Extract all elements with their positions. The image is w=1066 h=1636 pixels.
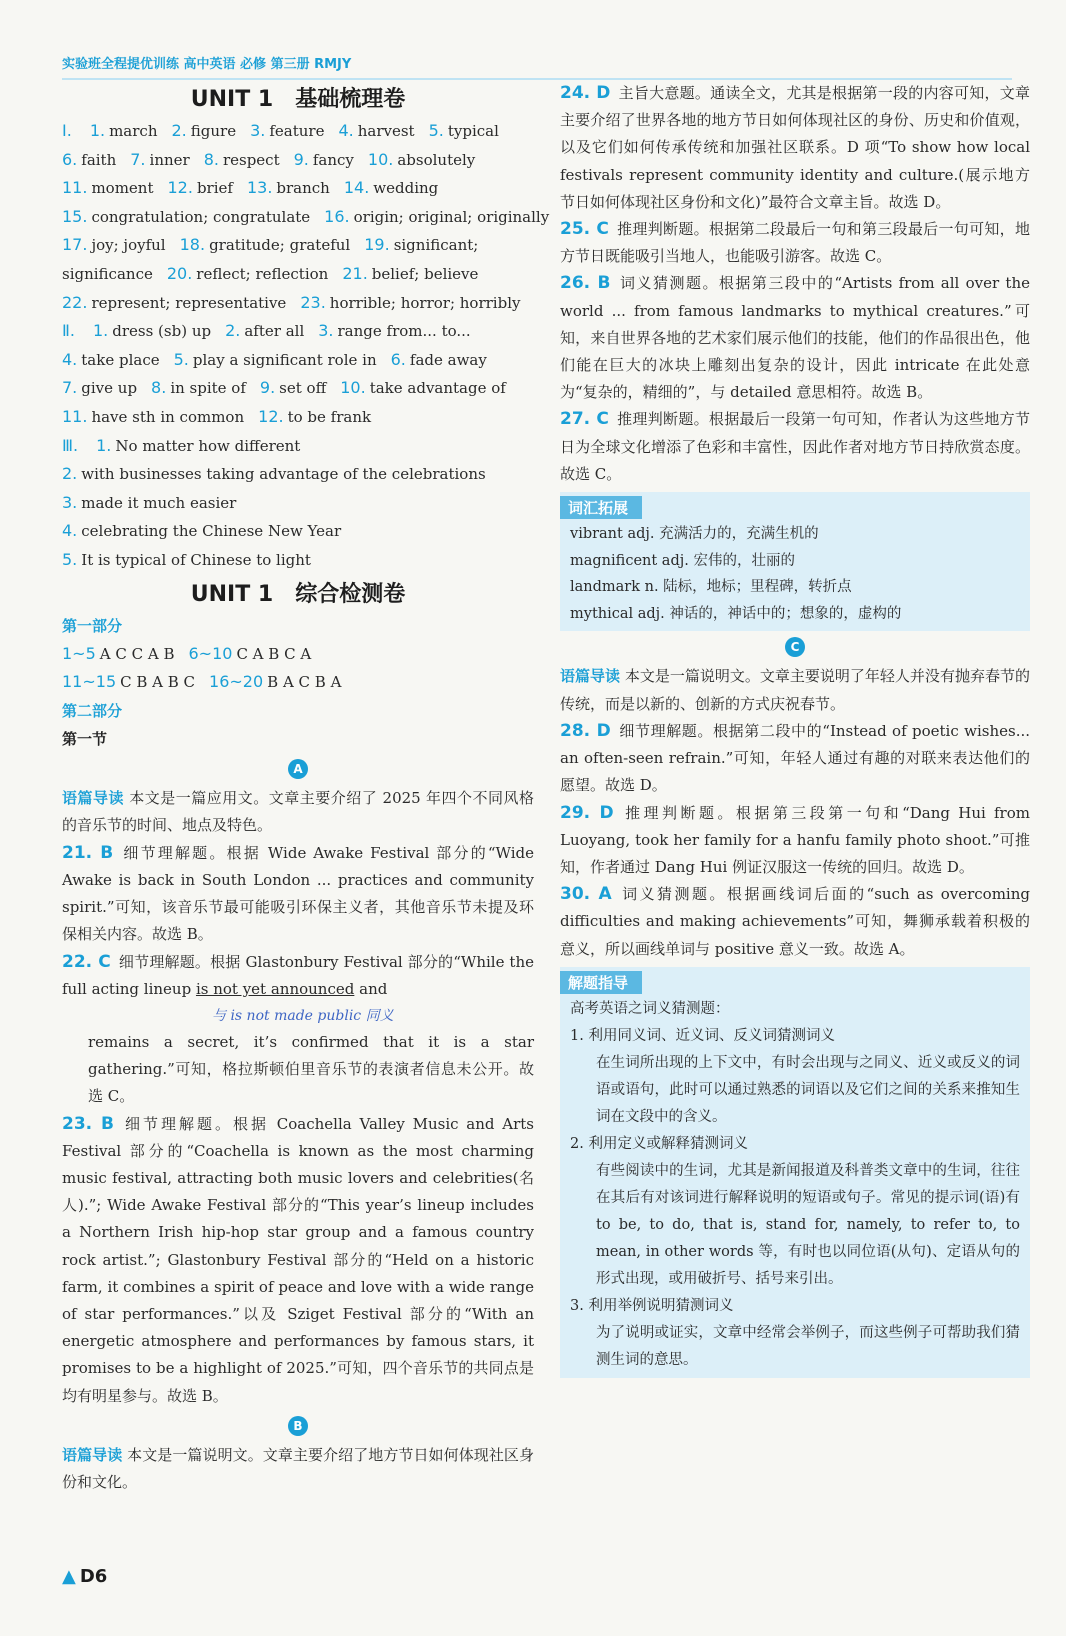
question-number: 28. D [560,721,611,742]
handwritten-note: 与 is not made public 同义 [212,1007,394,1024]
question-number: 29. D [560,802,614,823]
book-icon: ▲ [62,1566,76,1587]
item-number: 1. [89,121,106,140]
item-answer: C B A B C [120,673,196,692]
item-answer: harvest [357,122,415,140]
item-answer: feature [269,122,325,140]
item-number: 2. [225,321,241,341]
answer-22 [62,949,534,1003]
answer-25 [560,216,1030,270]
solving-guide-box [560,967,1030,1378]
item-number: Ⅱ. [62,321,75,341]
answer-line [62,432,534,461]
item-answer: march [109,122,158,140]
answer-line [62,668,534,697]
passage-b-guide [62,1442,534,1497]
vocab-entry: mythical adj. 神话的，神话中的；想象的，虚构的 [570,605,902,622]
question-number: 24. D [560,83,611,103]
item-answer: set off [279,379,327,398]
item-number: 4. [62,349,78,369]
guide-line: 有些阅读中的生词，尤其是新闻报道及科普类文章中的生词，往往在其后有对该词进行解释说明的短语或句子。常见的提示词(语)有 to be, to do, that is, stand for, namely, to refer to, to mean, in other words 等，有时也以同位语(从句)、定语从句的形式出现，或用破折号、括号来引出。 [596,1162,1020,1287]
answer-24-text: 主旨大意题。通读全文，尤其是根据第一段的内容可知，文章主要介绍了世界各地的地方节日如何体现社区的身份、历史和价值观，以及它们如何传承传统和加强社区联系。D 项“To show how local festivals represent community identity and culture.(展示地方节日如何体现社区身份和文化)”最符合文章主旨。故选 D。 [560,84,1030,211]
choice-answers [62,640,534,697]
item-number: 6. [62,149,78,169]
guide-line: 2. 利用定义或解释猜测词义 [570,1135,748,1152]
item-answer: in spite of [170,379,246,398]
unit-title-comprehensive: UNIT 1 综合检测卷 [190,581,406,607]
item-number: 20. [166,263,193,283]
item-answer: absolutely [397,150,476,169]
item-answer: wedding [373,179,439,198]
answer-28 [560,718,1030,800]
answer-line [62,203,550,232]
answer-28-text: 细节理解题。根据第二段中的“Instead of poetic wishes... an often-seen refrain.”可知，年轻人通过有趣的对联来表达他们的愿望。故选 D。 [560,722,1030,795]
item-answer: significant; [393,236,479,255]
passage-c-marker: C [785,637,805,657]
item-answer: with businesses taking advantage of the celebrations [81,465,486,484]
item-number: 6~10 [188,643,233,663]
item-answer: horrible; horror; horribly [329,293,521,312]
item-number: 5. [173,349,189,369]
item-number: Ⅰ. [62,121,72,140]
item-answer: represent; representative [91,293,287,312]
item-answer: figure [190,122,237,140]
item-answer: take advantage of [369,379,506,398]
passage-a-marker: A [288,759,308,779]
answer-line [62,289,534,318]
item-answer: respect [222,150,280,169]
item-answer: C A B C A [236,644,312,663]
answer-22-cont: remains a secret, it’s confirmed that it is a star gathering.”可知，格拉斯顿伯里音乐节的表演者信息未公开。故选 C。 [88,1032,534,1106]
item-number: 1. [96,435,112,455]
item-answer: It is typical of Chinese to light [81,550,311,569]
underlined-phrase: is not yet announced [195,979,355,998]
item-answer: dress (sb) up [112,322,212,341]
item-number: 2. [62,464,78,484]
item-number: 12. [258,406,284,426]
right-column [560,80,1030,1378]
page-number-text: D6 [79,1566,108,1587]
section-one-heading: 第一节 [62,729,108,748]
passage-c-guide [560,663,1030,718]
answer-21 [62,840,534,949]
item-number: 3. [318,321,334,341]
answer-23-text: 细节理解题。根据 Coachella Valley Music and Arts Festival 部分的“Coachella is known as the most charming music festival, attracting both music lovers and celebrities(名人).”; Wide Awake Festival 部分的“This year’s lineup includes a Northern Irish hip-hop star group and a famous country rock artist.”; Glastonbury Festival 部分的“Held on a historic farm, it combines a spirit of peace and love with a wide range of star performances.”以及 Sziget Festival 部分的“With an energetic atmosphere and performances by famous stars, it promises to be a highlight of 2025.”可知，四个音乐节的共同点是均有明星参与。故选 B。 [62,1114,534,1405]
answer-line [62,174,534,203]
item-answer: typical [447,122,499,140]
item-answer: No matter how different [115,436,301,455]
guide-line: 3. 利用举例说明猜测词义 [570,1297,734,1314]
item-number: 7. [62,378,78,398]
vocab-entry: landmark n. 陆标，地标；里程碑，转折点 [570,579,852,596]
item-answer: significance [62,264,153,283]
unit-title-basic: UNIT 1 基础梳理卷 [190,87,406,112]
answer-22-text-a: 细节理解题。根据 Glastonbury Festival 部分的“While the full acting lineup [62,952,535,998]
answer-line [62,403,534,432]
item-number: 23. [300,292,326,312]
item-number: 2. [171,121,187,140]
answer-line [62,317,534,346]
answer-line [62,489,534,518]
item-answer: joy; joyful [91,236,166,255]
item-number: 8. [151,378,167,398]
vocab-extension-box [560,492,1030,631]
item-answer: fancy [312,150,354,169]
guide-line: 高考英语之词义猜测题： [570,1000,730,1017]
vocab-entry: magnificent adj. 宏伟的，壮丽的 [570,552,795,569]
passage-a-guide-text: 本文是一篇应用文。文章主要介绍了 2025 年四个不同风格的音乐节的时间、地点及特色。 [62,788,534,835]
item-answer: celebrating the Chinese New Year [81,522,342,541]
answer-30 [560,881,1030,963]
part-one-heading: 第一部分 [62,616,123,635]
item-answer: range from... to... [337,322,471,341]
item-number: 4. [62,521,78,541]
item-number: 10. [367,149,394,169]
item-number: 15. [62,206,88,226]
answer-21-text: 细节理解题。根据 Wide Awake Festival 部分的“Wide Awake is back in South London ... practices and community spirit.”可知，该音乐节最可能吸引环保主义者，其他音乐节未提及环保相关内容。故选 B。 [62,843,534,944]
item-answer: have sth in common [91,407,245,426]
item-answer: faith [81,150,117,169]
answer-27 [560,406,1030,488]
answer-29-text: 推理判断题。根据第三段第一句和“Dang Hui from Luoyang, took her family for a hanfu family photo shoot.”可推知，作者通过 Dang Hui 例证汉服这一传统的回归。故选 D。 [560,803,1030,877]
answer-line [62,640,534,669]
answer-29 [560,800,1030,882]
answer-line [62,346,534,375]
answer-line [62,460,534,489]
item-answer: reflect; reflection [196,264,329,283]
answer-30-text: 词义猜测题。根据画线词后面的“such as overcoming difficulties and making achievements”可知，舞狮承载着积极的意义，所以画线单词与 positive 意义一致。故选 A。 [560,885,1030,958]
item-number: 6. [390,349,406,369]
answer-22-text-b: and [354,979,388,998]
passage-a-guide [62,785,534,840]
item-number: 1~5 [62,643,96,663]
item-answer: play a significant role in [192,350,377,369]
item-answer: B A C B A [267,673,342,692]
question-number: 27. C [560,409,609,430]
item-number: 14. [343,178,370,198]
answer-line [62,146,534,175]
answer-26-text: 词义猜测题。根据第三段中的“Artists from all over the world ... from famous landmarks to mythical creatures.”可知，来自世界各地的艺术家们展示他们的技能，他们的作品很出色，他们能在巨大的冰块上雕刻出复杂的设计，因此 intricate 在此处意为“复杂的，精细的”，与 detailed 意思相符。故选 B。 [560,274,1030,402]
guide-line: 为了说明或证实，文章中经常会举例子，而这些例子可帮助我们猜测生词的意思。 [596,1324,1020,1368]
question-number: 30. A [560,884,612,905]
item-number: 9. [259,378,276,398]
part-two-heading: 第二部分 [62,701,123,720]
guide-line: 1. 利用同义词、近义词、反义词猜测词义 [570,1027,835,1044]
item-number: 3. [62,492,78,512]
passage-b-guide-text: 本文是一篇说明文。文章主要介绍了地方节日如何体现社区身份和文化。 [62,1445,534,1492]
item-number: 11. [62,178,88,198]
item-number: 19. [364,235,390,255]
item-answer: belief; believe [371,264,479,283]
item-answer: inner [149,150,190,169]
answer-line [62,260,534,289]
running-header: 实验班全程提优训练 高中英语 必修 第三册 RMJY [62,56,1012,80]
left-column [62,80,550,1497]
question-number: 21. B [62,842,114,863]
passage-c-guide-text: 本文是一篇说明文。文章主要说明了年轻人并没有抛弃春节的传统，而是以新的、创新的方式庆祝春节。 [560,667,1030,713]
item-number: 1. [92,321,109,341]
item-answer: brief [196,179,233,198]
guide-tag: 语篇导读 [62,1445,123,1464]
item-number: 3. [250,121,266,140]
solving-guide-title: 解题指导 [560,971,642,994]
item-number: 22. [62,292,88,312]
item-number: 7. [130,149,146,169]
item-number: 5. [62,549,78,569]
question-number: 23. B [62,1113,114,1134]
answer-27-text: 推理判断题。根据最后一段第一句可知，作者认为这些地方节日为全球文化增添了色彩和丰富性，因此作者对地方节日持欣赏态度。故选 C。 [560,410,1030,483]
answer-line [62,231,534,260]
guide-tag: 语篇导读 [62,788,124,807]
guide-line: 在生词所出现的上下文中，有时会出现与之同义、近义或反义的词语或语句，此时可以通过熟悉的词语以及它们之间的关系来推知生词在文段中的含义。 [596,1054,1020,1125]
item-answer: fade away [409,350,487,369]
item-number: 10. [340,378,366,398]
answer-line [62,546,534,575]
vocab-extension-title: 词汇拓展 [560,496,642,519]
answer-line [62,374,534,403]
answer-line [62,517,534,546]
item-number: 11. [62,406,88,426]
item-number: 4. [338,121,354,140]
item-answer: give up [81,379,138,398]
answer-24 [560,80,1030,216]
answer-23 [62,1111,534,1410]
passage-b-marker: B [288,1416,308,1436]
answer-26 [560,270,1030,406]
item-number: 16~20 [209,672,264,692]
item-number: 18. [179,235,206,255]
answer-line [62,117,534,146]
item-answer: after all [244,322,305,341]
guide-tag: 语篇导读 [560,667,621,686]
item-number: 9. [293,149,309,169]
item-answer: gratitude; grateful [209,236,351,255]
item-answer: take place [81,350,160,369]
item-answer: branch [276,179,330,198]
item-answer: congratulation; congratulate [91,207,311,226]
item-answer: made it much easier [81,493,237,512]
item-answer: moment [91,179,154,198]
vocab-answers [62,117,550,575]
item-answer: to be frank [287,407,372,426]
item-answer: A C C A B [99,644,175,663]
item-answer: origin; original; originally [353,207,550,226]
item-number: 8. [203,149,219,169]
item-number: 11~15 [62,672,117,692]
page-number [62,1566,107,1587]
item-number: Ⅲ. [62,435,79,455]
vocab-entry: vibrant adj. 充满活力的，充满生机的 [570,526,819,543]
answer-25-text: 推理判断题。根据第二段最后一句和第三段最后一句可知，地方节日既能吸引当地人，也能吸引游客。故选 C。 [560,220,1030,266]
question-number: 25. C [560,219,609,240]
item-number: 21. [342,263,368,283]
item-number: 13. [246,178,273,198]
item-number: 16. [324,206,350,226]
item-number: 17. [62,235,88,255]
item-number: 12. [167,178,193,198]
item-number: 5. [428,121,444,140]
question-number: 26. B [560,273,611,294]
question-number: 22. C [62,951,111,972]
